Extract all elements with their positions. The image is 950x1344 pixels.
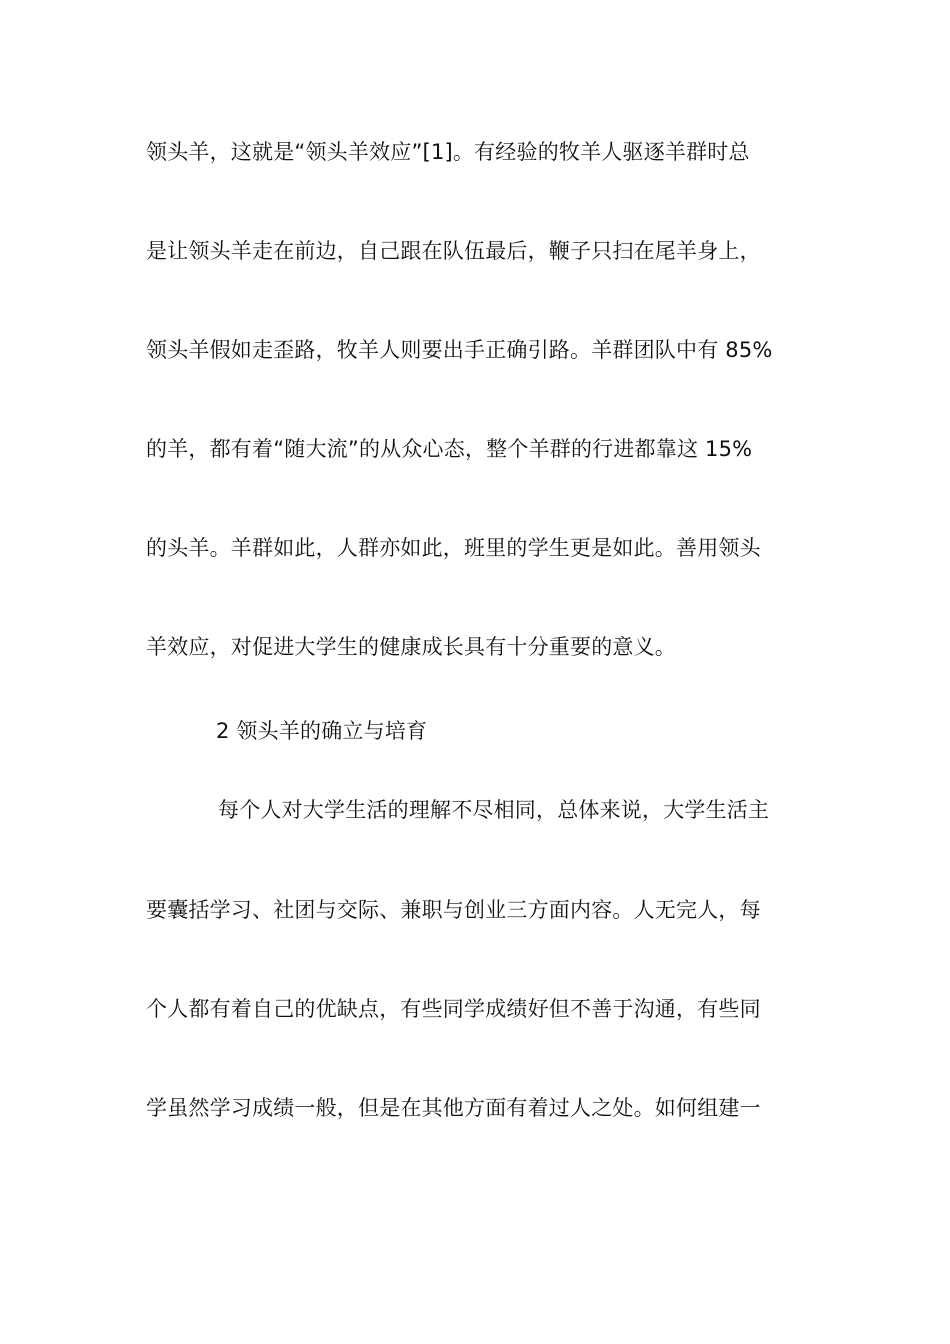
paragraph-line: 每个人对大学生活的理解不尽相同，总体来说，大学生活主 bbox=[218, 798, 770, 822]
paragraph-line: 是让领头羊走在前边，自己跟在队伍最后，鞭子只扫在尾羊身上， bbox=[146, 239, 761, 263]
paragraph-line: 个人都有着自己的优缺点，有些同学成绩好但不善于沟通，有些同 bbox=[146, 997, 761, 1021]
paragraph-line: 的羊，都有着“随大流”的从众心态，整个羊群的行进都靠这 15% bbox=[146, 437, 753, 461]
paragraph-line: 领头羊假如走歪路，牧羊人则要出手正确引路。羊群团队中有 85% bbox=[146, 338, 773, 362]
paragraph-line: 学虽然学习成绩一般，但是在其他方面有着过人之处。如何组建一 bbox=[146, 1096, 761, 1120]
paragraph-line: 领头羊，这就是“领头羊效应”[1]。有经验的牧羊人驱逐羊群时总 bbox=[146, 140, 750, 164]
paragraph-line: 要囊括学习、社团与交际、兼职与创业三方面内容。人无完人，每 bbox=[146, 898, 761, 922]
paragraph-line: 羊效应，对促进大学生的健康成长具有十分重要的意义。 bbox=[146, 635, 676, 659]
section-heading: 2 领头羊的确立与培育 bbox=[216, 719, 428, 743]
paragraph-line: 的头羊。羊群如此，人群亦如此，班里的学生更是如此。善用领头 bbox=[146, 536, 761, 560]
